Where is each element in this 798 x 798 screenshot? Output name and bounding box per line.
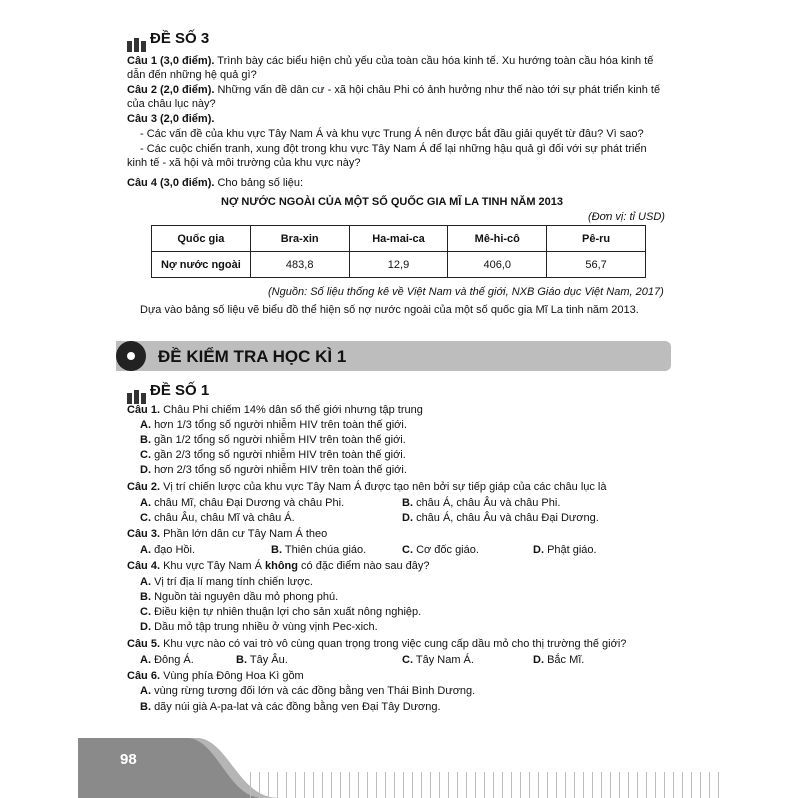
exam3-q3: Câu 3 (2,0 điểm). xyxy=(127,113,215,125)
exam3-q1: Câu 1 (3,0 điểm). Trình bày các biểu hiện chủ yếu của toàn cầu hóa kinh tế. Xu hướng toàn cầu hóa kinh tế xyxy=(127,55,654,67)
table-header-cell: Pê-ru xyxy=(547,226,646,252)
bullet-circle-icon xyxy=(116,341,146,371)
option: A. Đông Á. xyxy=(140,654,194,666)
table-header-cell: Mê-hi-cô xyxy=(448,226,547,252)
question-1: Câu 1. Châu Phi chiếm 14% dân số thế giới nhưng tập trung xyxy=(127,404,423,416)
question-6: Câu 6. Vùng phía Đông Hoa Kì gồm xyxy=(127,670,304,682)
exam3-q4: Câu 4 (3,0 điểm). Cho bảng số liệu: xyxy=(127,177,304,189)
question-2: Câu 2. Vị trí chiến lược của khu vực Tây Nam Á được tạo nên bởi sự tiếp giáp của các châu lục là xyxy=(127,481,607,493)
option: C. Điều kiện tự nhiên thuận lợi cho sản xuất nông nghiệp. xyxy=(140,606,422,618)
option: A. hơn 1/3 tổng số người nhiễm HIV trên toàn thế giới. xyxy=(140,419,407,431)
option: B. châu Á, châu Âu và châu Phi. xyxy=(402,497,561,509)
option: B. gần 1/2 tổng số người nhiễm HIV trên toàn thế giới. xyxy=(140,434,406,446)
footer-band xyxy=(78,738,278,798)
question-3: Câu 3. Phần lớn dân cư Tây Nam Á theo xyxy=(127,528,328,540)
option: D. châu Á, châu Âu và châu Đại Dương. xyxy=(402,512,599,524)
footer-ticks xyxy=(250,772,720,798)
table-header-cell: Quốc gia xyxy=(152,226,251,252)
option: D. hơn 2/3 tổng số người nhiễm HIV trên toàn thế giới. xyxy=(140,464,407,476)
table-cell: 56,7 xyxy=(547,252,646,278)
table-header-cell: Bra-xin xyxy=(250,226,349,252)
option: B. Tây Âu. xyxy=(236,654,288,666)
question-5: Câu 5. Khu vực nào có vai trò vô cùng quan trọng trong việc cung cấp dầu mỏ cho thị trường thế giới? xyxy=(127,638,627,650)
table-cell: 406,0 xyxy=(448,252,547,278)
exam3-q3-a: - Các vấn đề của khu vực Tây Nam Á và khu vực Trung Á nên được bắt đầu giải quyết từ đâu? Vì sao? xyxy=(140,128,644,140)
table-row xyxy=(152,252,646,278)
option: C. gần 2/3 tổng số người nhiễm HIV trên toàn thế giới. xyxy=(140,449,406,461)
option: B. Nguồn tài nguyên dầu mỏ phong phú. xyxy=(140,591,339,603)
exam1-heading: ĐỀ SỐ 1 xyxy=(150,382,210,399)
option: A. vùng rừng tương đối lớn và các đồng bằng ven Thái Bình Dương. xyxy=(140,685,476,697)
option: C. Cơ đốc giáo. xyxy=(402,544,479,556)
table-source: (Nguồn: Số liệu thống kê về Việt Nam và thế giới, NXB Giáo dục Việt Nam, 2017) xyxy=(268,286,664,298)
option: B. Thiên chúa giáo. xyxy=(271,544,367,556)
table-header-row xyxy=(152,226,646,252)
table-title: NỢ NƯỚC NGOÀI CỦA MỘT SỐ QUỐC GIA MĨ LA TINH NĂM 2013 xyxy=(221,196,564,208)
exam3-instruction: Dựa vào bảng số liệu vẽ biểu đồ thể hiện số nợ nước ngoài của một số quốc gia Mĩ La tinh năm 2013. xyxy=(140,304,639,316)
exam3-q2-cont: của châu lục này? xyxy=(127,98,216,110)
table-cell: 12,9 xyxy=(349,252,448,278)
option: A. đạo Hồi. xyxy=(140,544,196,556)
option: A. Vị trí địa lí mang tính chiến lược. xyxy=(140,576,313,588)
option: C. châu Âu, châu Mĩ và châu Á. xyxy=(140,512,295,524)
option: D. Phật giáo. xyxy=(533,544,597,556)
exam3-q3-b: - Các cuộc chiến tranh, xung đột trong khu vực Tây Nam Á để lại những hậu quả gì đối với sự phát triển xyxy=(140,143,647,155)
option: B. dãy núi già A-pa-lat và các đồng bằng ven Đại Tây Dương. xyxy=(140,701,441,713)
option: D. Bắc Mĩ. xyxy=(533,654,585,666)
page-number: 98 xyxy=(120,751,137,768)
table-unit: (Đơn vị: tỉ USD) xyxy=(588,211,665,223)
table-cell: Nợ nước ngoài xyxy=(152,252,251,278)
table-header-cell: Ha-mai-ca xyxy=(349,226,448,252)
heading-bars-icon xyxy=(127,34,148,52)
heading-bars-icon xyxy=(127,386,148,404)
option: D. Dầu mỏ tập trung nhiều ở vùng vịnh Pec-xich. xyxy=(140,621,378,633)
debt-table xyxy=(151,225,646,278)
option: C. Tây Nam Á. xyxy=(402,654,474,666)
exam3-q2: Câu 2 (2,0 điểm). Những vấn đề dân cư - xã hội châu Phi có ảnh hưởng như thế nào tới sự phát triển kinh tế xyxy=(127,84,661,96)
option: A. châu Mĩ, châu Đại Dương và châu Phi. xyxy=(140,497,345,509)
exam3-q1-cont: dẫn đến những hệ quả gì? xyxy=(127,69,257,81)
section-title: ĐỀ KIỂM TRA HỌC KÌ 1 xyxy=(158,347,347,366)
exam3-q3-b-cont: kinh tế - xã hội và môi trường của khu vực này? xyxy=(127,157,361,169)
exam3-heading: ĐỀ SỐ 3 xyxy=(150,30,210,47)
table-cell: 483,8 xyxy=(250,252,349,278)
question-4: Câu 4. Khu vực Tây Nam Á không có đặc điểm nào sau đây? xyxy=(127,560,430,572)
